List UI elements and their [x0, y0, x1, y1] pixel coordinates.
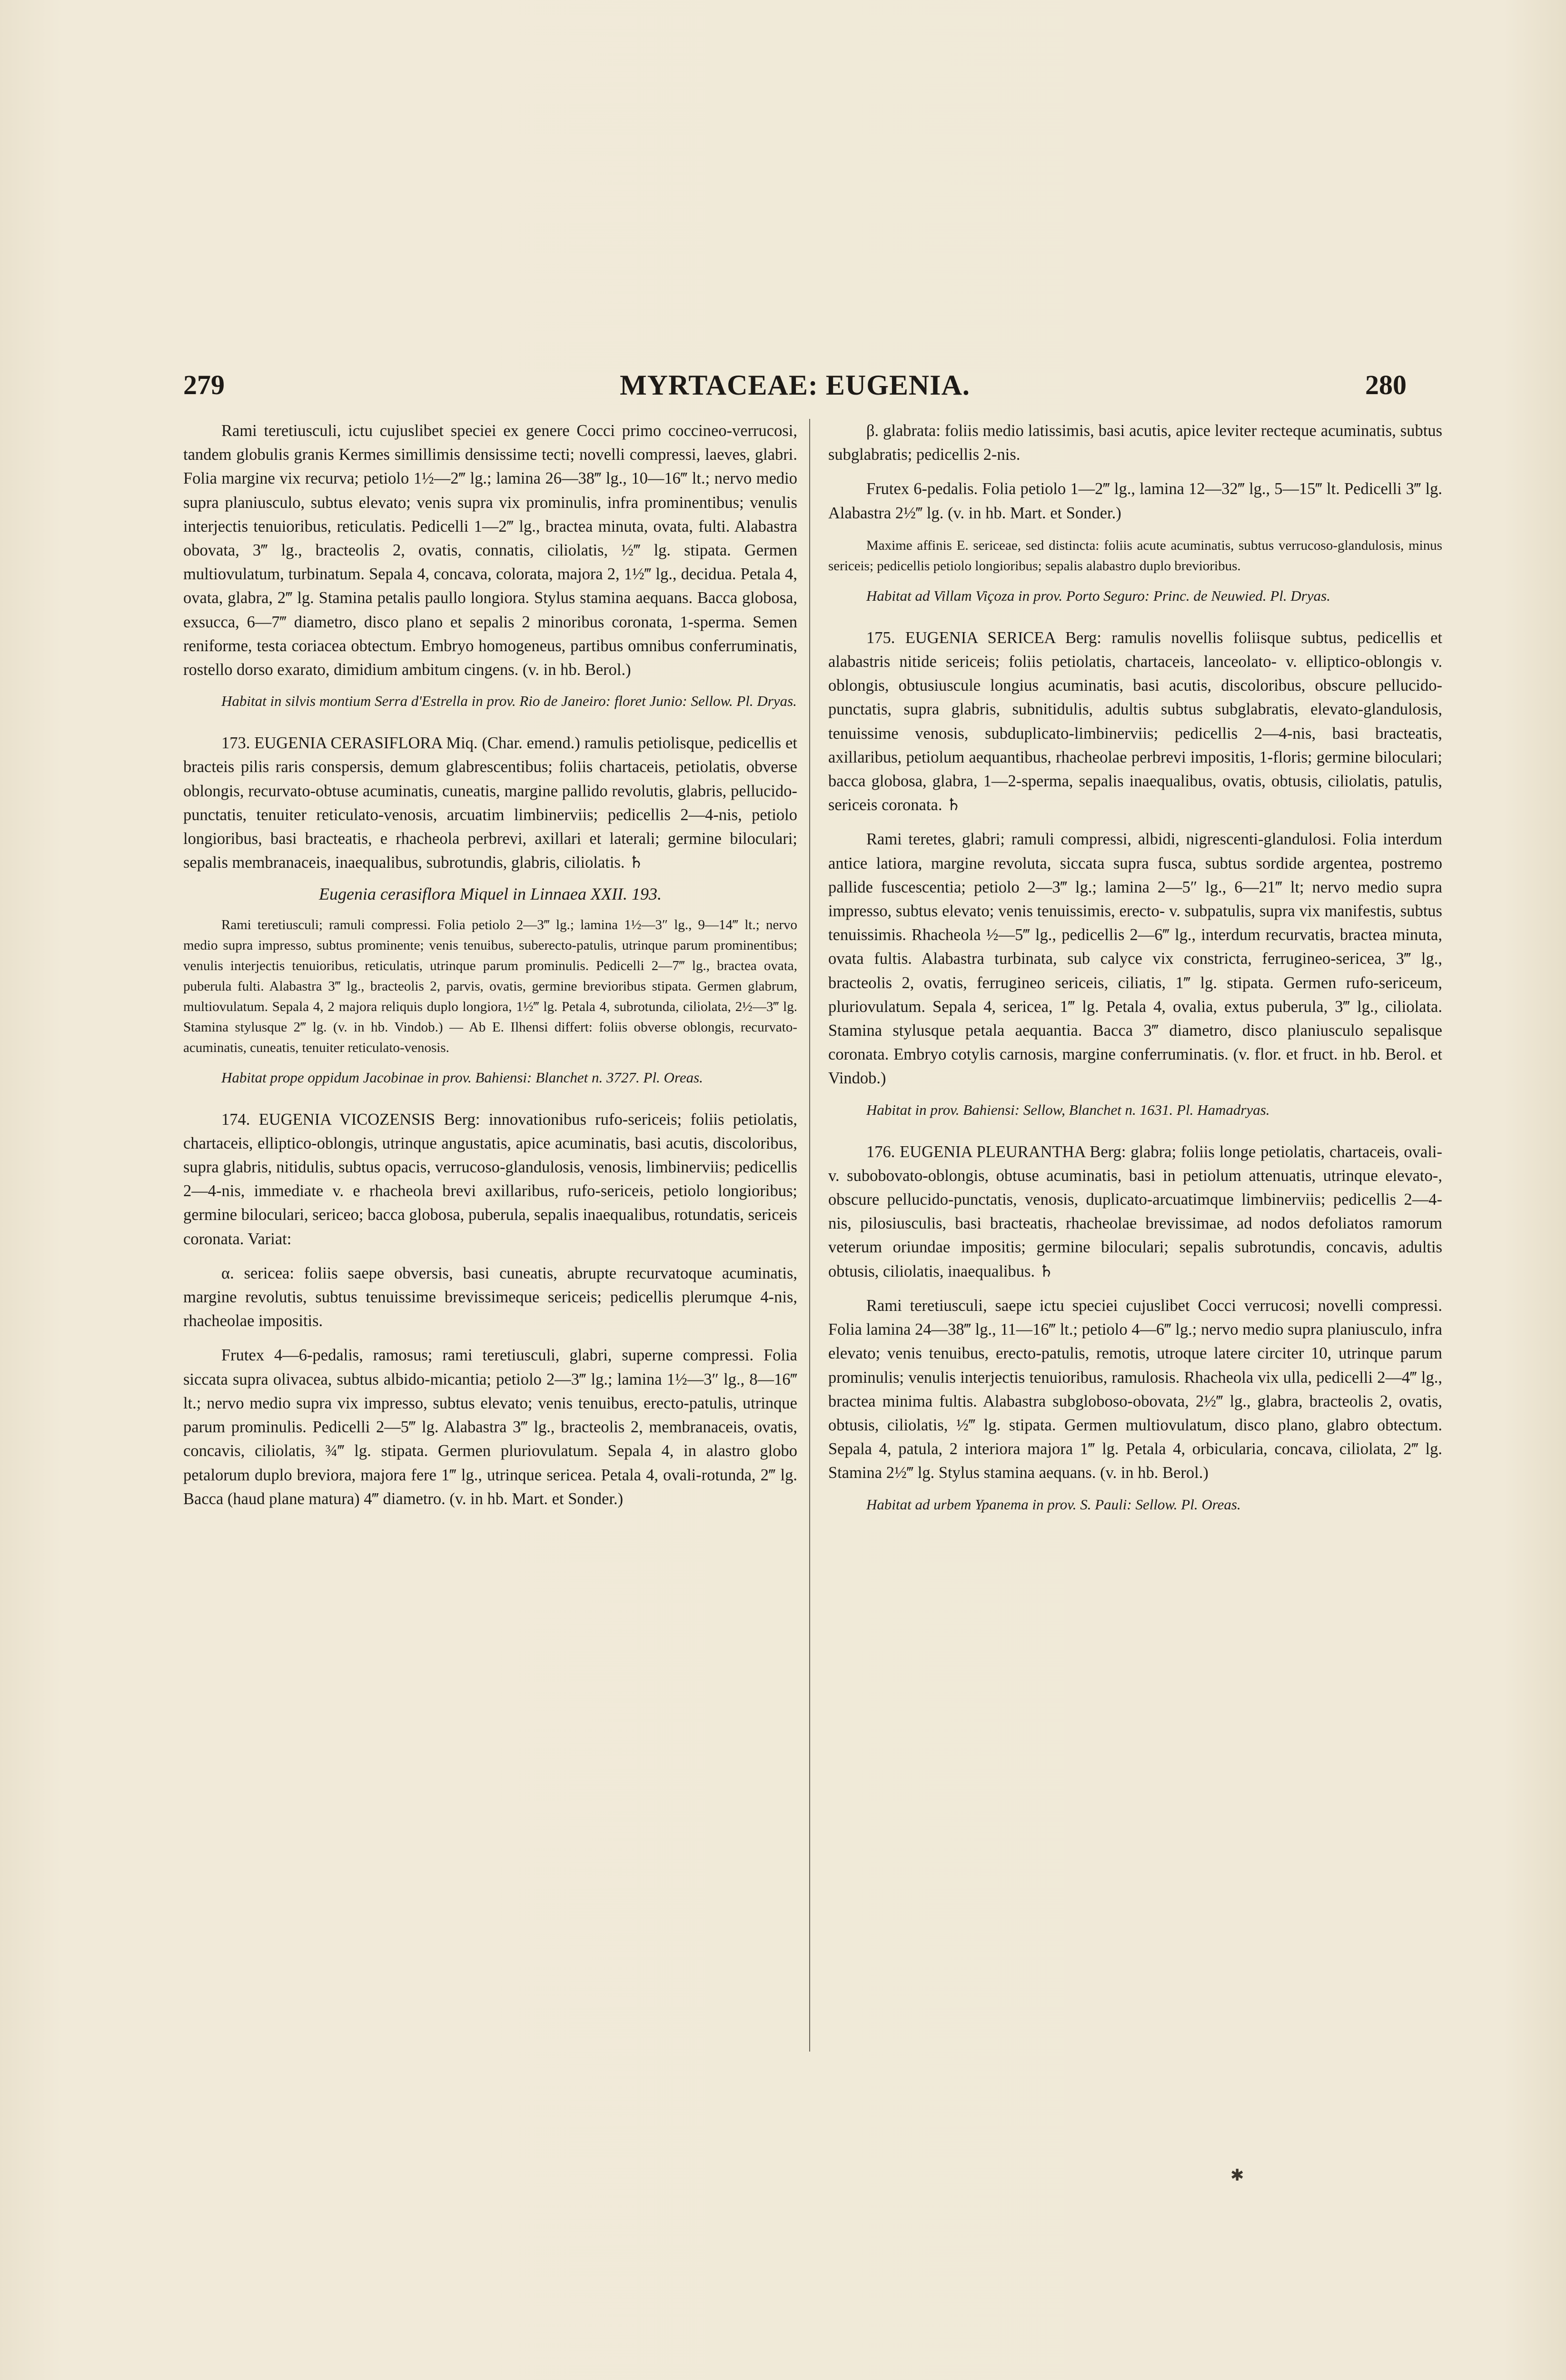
- page-number-right: 280: [1365, 369, 1407, 400]
- page-header: [183, 369, 1407, 407]
- species-173-description: Rami teretiusculi; ramuli compressi. Folia petiolo 2—3‴ lg.; lamina 1½—3″ lg., 9—14‴ lt.; nervo medio supra impresso, subtus prominente; venis tenuibus, suberecto-patulis, utrinque parum prominentibus; venulis interjectis tenuioribus, reticulatis, utrinque parum prominulis. Pedicelli 2—7‴ lg., bractea ovata, puberula fulti. Alabastra 3‴ lg., bracteolis 2, parvis, ovatis, germine brevioribus stipata. Germen glabrum, multiovulatum. Sepala 4, 2 majora reliquis duplo longiora, 1½‴ lg. Petala 4, subrotunda, ciliolata, 2½—3‴ lg. Stamina stylusque 2‴ lg. (v. in hb. Vindob.) — Ab E. Ilhensi differt: foliis obverse oblongis, recurvato-acuminatis, cuneatis, tenuiter reticulato-venosis.: [183, 917, 797, 1055]
- right-column: [828, 419, 1442, 1516]
- species-174-description: Frutex 4—6-pedalis, ramosus; rami teretiusculi, glabri, superne compressi. Folia siccata supra olivacea, subtus albido-micantia; petiolo 2—3‴ lg.; lamina 1½—3″ lg., 8—16‴ lt.; nervo medio supra vix impresso, subtus elevato; venis tenuibus, erecto-patulis, utrinque parum prominulis. Pedicelli 2—5‴ lg. Alabastra 3‴ lg., bracteolis 2, membranaceis, ovatis, concavis, ciliolatis, ¾‴ lg. stipata. Germen pluriovulatum. Sepala 4, in alastro globo petalorum duplo breviora, majora fere 1‴ lg., utrinque sericea. Petala 4, ovali-rotunda, 2‴ lg. Bacca (haud plane matura) 4‴ diametro. (v. in hb. Mart. et Sonder.): [183, 1346, 797, 1508]
- page-number-left: 279: [183, 369, 225, 400]
- species-175-diagnosis: 175. EUGENIA SERICEA Berg: ramulis novellis foliisque subtus, pedicellis et alabastris nitide sericeis; foliis petiolatis, chartaceis, lanceolato- v. elliptico-oblongis v. oblongis, obtusiuscule longius acuminatis, basi acutis, discoloribus, obscure pellucido-punctatis, supra glabris, subnitidulis, adultis subtus subglabratis, elevato-glandulosis, tenuissime venosis, subduplicato-limbinerviis; pedicellis 2—4-nis, basi bracteatis, axillaribus, petiolum aequantibus, rhacheolae perbrevi impositis, 1-floris; germine biloculari; bacca globosa, glabra, 1—2-sperma, sepalis inaequalibus, ovatis, obtusis, ciliolatis, patulis, sericeis coronata. ♄: [828, 628, 1442, 814]
- species-174-diagnosis: 174. EUGENIA VICOZENSIS Berg: innovationibus rufo-sericeis; foliis petiolatis, chartaceis, elliptico-oblongis, utrinque angustatis, apice acuminatis, basi acutis, discoloribus, supra glabris, nitidulis, subtus opacis, verrucoso-glandulosis, venosis, limbinerviis; pedicellis 2—4-nis, immediate v. e rhacheola brevi axillaribus, rufo-sericeis, petiolo longioribus; germine biloculari, sericeo; bacca globosa, puberula, sepalis inaequalibus, rotundatis, sericeis coronata. Variat:: [183, 1110, 797, 1248]
- variety-beta-habitat: Habitat ad Villam Viçoza in prov. Porto Seguro: Princ. de Neuwied. Pl. Dryas.: [866, 587, 1330, 604]
- species-176-diagnosis: 176. EUGENIA PLEURANTHA Berg: glabra; foliis longe petiolatis, chartaceis, ovali- v. subobovato-oblongis, obtuse acuminatis, basi in petiolum attenuatis, utrinque elevato-, obscure pellucido-punctatis, venosis, duplicato-arcuatimque limbinerviis; pedicellis 2—4-nis, pilosiusculis, basi bracteatis, rhacheolae brevissimae, ad nodos defoliatos ramorum veterum oriundae impositis; germine biloculari; sepalis subrotundis, concavis, adultis obtusis, ciliolatis, inaequalibus. ♄: [828, 1142, 1442, 1280]
- description-paragraph: Rami teretiusculi, ictu cujuslibet speciei ex genere Cocci primo coccineo-verrucosi, tandem globulis granis Kermes simillimis densissime tecti; novelli compressi, laeves, glabri. Folia margine vix recurva; petiolo 1½—2‴ lg.; lamina 26—38‴ lg., 10—16‴ lt.; nervo medio supra planiusculo, subtus elevato; venis supra vix prominulis, infra prominentibus; venulis interjectis tenuioribus, reticulatis. Pedicelli 1—2‴ lg., bractea minuta, ovata, fulti. Alabastra obovata, 3‴ lg., bracteolis 2, ovatis, connatis, ciliolatis, ½‴ lg. stipata. Germen multiovulatum, turbinatum. Sepala 4, concava, colorata, majora 2, 1½‴ lg., decidua. Petala 4, ovata, glabra, 2‴ lg. Stamina petalis paullo longiora. Stylus stamina aequans. Bacca globosa, exsucca, 6—7‴ diametro, disco plano et sepalis 2 minoribus coronata, 1-sperma. Semen reniforme, testa coriacea obtectum. Embryo homogeneus, partibus omnibus conferruminatis, rostello dorso exarato, dimidium ambitum cingens. (v. in hb. Berol.): [183, 422, 797, 679]
- species-176-habitat: Habitat ad urbem Ypanema in prov. S. Pauli: Sellow. Pl. Oreas.: [866, 1496, 1241, 1513]
- variety-beta-description: Frutex 6-pedalis. Folia petiolo 1—2‴ lg., lamina 12—32‴ lg., 5—15‴ lt. Pedicelli 3‴ lg. Alabastra 2½‴ lg. (v. in hb. Mart. et Sonder.): [828, 480, 1442, 522]
- species-175-habitat: Habitat in prov. Bahiensi: Sellow, Blanchet n. 1631. Pl. Hamadryas.: [866, 1101, 1270, 1118]
- stray-mark: ✱: [1230, 2167, 1244, 2184]
- habitat-note: Habitat in silvis montium Serra d'Estrella in prov. Rio de Janeiro: floret Junio: Sellow. Pl. Dryas.: [221, 693, 797, 710]
- species-173-diagnosis: 173. EUGENIA CERASIFLORA Miq. (Char. emend.) ramulis petiolisque, pedicellis et bracteis pilis raris conspersis, demum glabrescentibus; foliis chartaceis, petiolatis, obverse oblongis, recurvato-obtuse acuminatis, cuneatis, margine pallido revolutis, glabris, pellucido-punctatis, tenuiter reticulato-venosis, arcuatim limbinerviis; pedicellis 2—4-nis, petiolo longioribus, basi bracteatis, e rhacheola perbrevi, axillari et laterali; germine biloculari; sepalis membranaceis, inaequalibus, subrotundis, glabris, ciliolatis. ♄: [183, 734, 797, 872]
- species-173-habitat: Habitat prope oppidum Jacobinae in prov. Bahiensi: Blanchet n. 3727. Pl. Oreas.: [221, 1069, 703, 1086]
- species-176-description: Rami teretiusculi, saepe ictu speciei cujuslibet Cocci verrucosi; novelli compressi. Folia lamina 24—38‴ lg., 11—16‴ lt.; petiolo 4—6‴ lg.; nervo medio supra planiusculo, infra elevato; venis tenuibus, erecto-patulis, remotis, utroque latere circiter 10, utrinque parum prominulis; venulis interjectis tenuioribus, ramulosis. Rhacheola vix ulla, pedicelli 2—4‴ lg., bractea minima fultis. Alabastra subgloboso-obovata, 2½‴ lg., glabra, bracteolis 2, ovatis, obtusis, ciliolatis, ½‴ lg. stipata. Germen multiovulatum, disco plano, glabro obtectum. Sepala 4, patula, 2 interiora majora 1‴ lg. Petala 4, orbicularia, concava, ciliolata, 2‴ lg. Stamina 2½‴ lg. Stylus stamina aequans. (v. in hb. Berol.): [828, 1296, 1442, 1482]
- left-column: [183, 419, 797, 1511]
- species-173-synonym: Eugenia cerasiflora Miquel in Linnaea XXII. 193.: [319, 884, 662, 904]
- species-175-description: Rami teretes, glabri; ramuli compressi, albidi, nigrescenti-glandulosi. Folia interdum antice latiora, margine revoluta, siccata supra fusca, subtus sordide argentea, postremo pallide fuscescentia; petiolo 2—3‴ lg.; lamina 2—5″ lg., 6—21‴ lt; nervo medio supra impresso, subtus elevato; venis tenuissimis, erecto- v. subpatulis, supra vix manifestis, subtus tenuissimis. Rhacheola ½—5‴ lg., pedicellis 2—6‴ lg., interdum recurvatis, bractea minuta, ovata fultis. Alabastra turbinata, sub calyce vix constricta, ferrugineo-sericea, 3‴ lg., bracteolis 2, ovatis, ferrugineo sericeis, ciliatis, 1‴ lg. stipata. Germen rufo-sericeum, pluriovulatum. Sepala 4, sericea, 1‴ lg. Petala 4, ovalia, extus puberula, 3‴ lg., ciliolata. Stamina stylusque petala aequantia. Bacca 3‴ diametro, disco planiusculo sepalisque coronata. Embryo cotylis carnosis, margine conferruminatis. (v. flor. et fruct. in hb. Berol. et Vindob.): [828, 830, 1442, 1088]
- variety-alpha: α. sericea: foliis saepe obversis, basi cuneatis, abrupte recurvatoque acuminatis, margine revolutis, subtus tenuissime brevissimeque sericeis; pedicellis plerumque 4-nis, rhacheolae impositis.: [183, 1264, 797, 1330]
- variety-beta: β. glabrata: foliis medio latissimis, basi acutis, apice leviter recteque acuminatis, subtus subglabratis; pedicellis 2-nis.: [828, 422, 1442, 464]
- variety-beta-note: Maxime affinis E. sericeae, sed distincta: foliis acute acuminatis, subtus verrucoso-glandulosis, minus sericeis; pedicellis petiolo longioribus; sepalis alabastro duplo brevioribus.: [828, 537, 1442, 574]
- running-title: MYRTACEAE: EUGENIA.: [620, 369, 970, 401]
- column-divider: [809, 419, 810, 2052]
